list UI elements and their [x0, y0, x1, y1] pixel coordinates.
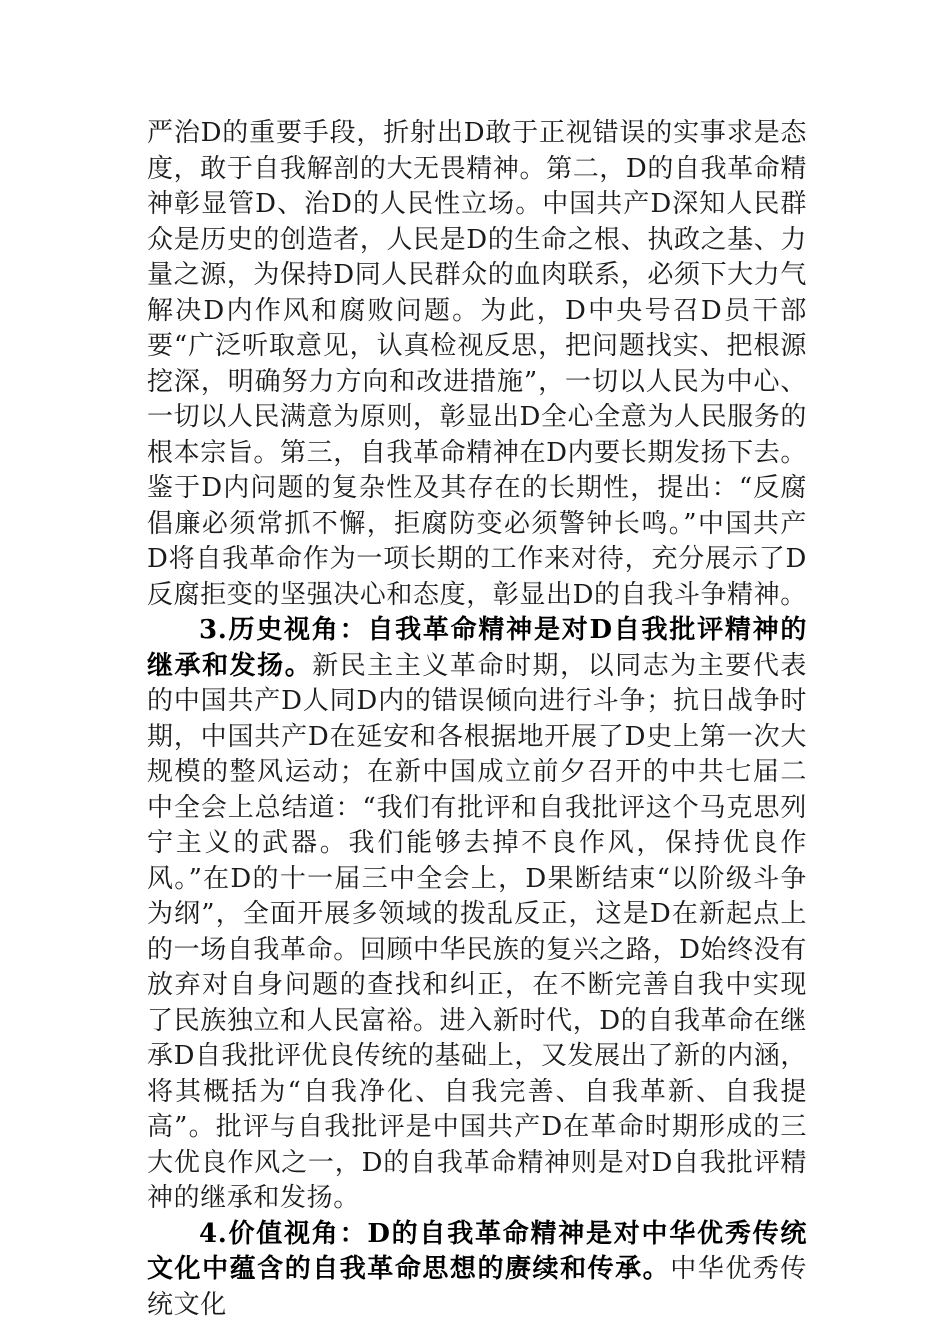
section-heading: 4.价值视角：D的自我革命精神是对中华优秀传统文化中蕴含的自我革命思想的赓续和传承。: [147, 1218, 807, 1284]
document-page: [147, 116, 807, 1323]
paragraph-value-perspective: [147, 1217, 807, 1324]
paragraph-historical-perspective: [147, 613, 807, 1217]
paragraph-body: 中华优秀传统文化: [147, 1254, 807, 1320]
paragraph-body: 新民主主义革命时期，以同志为主要代表的中国共产D人同D内的错误倾向进行斗争；抗日战争时期，中国共产D在延安和各根据地开展了D史上第一次大规模的整风运动；在新中国成立前夕召开的中共七届二中全会上总结道：“我们有批评和自我批评这个马克思列宁主义的武器。我们能够去掉不良作风，保持优良作风。”在D的十一届三中全会上，D果断结束“以阶级斗争为纲”，全面开展多领域的拨乱反正，这是D在新起点上的一场自我革命。回顾中华民族的复兴之路，D始终没有放弃对自身问题的查找和纠正，在不断完善自我中实现了民族独立和人民富裕。进入新时代，D的自我革命在继承D自我批评优良传统的基础上，又发展出了新的内涵，将其概括为“自我净化、自我完善、自我革新、自我提高”。批评与自我批评是中国共产D在革命时期形成的三大优良作风之一，D的自我革命精神则是对D自我批评精神的继承和发扬。: [147, 650, 807, 1213]
paragraph-continued: [147, 116, 807, 613]
section-heading: 3.历史视角：自我革命精神是对D自我批评精神的继承和发扬。: [147, 615, 807, 681]
paragraph-body: 严治D的重要手段，折射出D敢于正视错误的实事求是态度，敢于自我解剖的大无畏精神。第二，D的自我革命精神彰显管D、治D的人民性立场。中国共产D深知人民群众是历史的创造者，人民是D的生命之根、执政之基、力量之源，为保持D同人民群众的血肉联系，必须下大力气解决D内作风和腐败问题。为此，D中央号召D员干部要“广泛听取意见，认真检视反思，把问题找实、把根源挖深，明确努力方向和改进措施”，一切以人民为中心、一切以人民满意为原则，彰显出D全心全意为人民服务的根本宗旨。第三，自我革命精神在D内要长期发扬下去。鉴于D内问题的复杂性及其存在的长期性，提出：“反腐倡廉必须常抓不懈，拒腐防变必须警钟长鸣。”中国共产D将自我革命作为一项长期的工作来对待，充分展示了D反腐拒变的坚强决心和态度，彰显出D的自我斗争精神。: [147, 118, 807, 610]
